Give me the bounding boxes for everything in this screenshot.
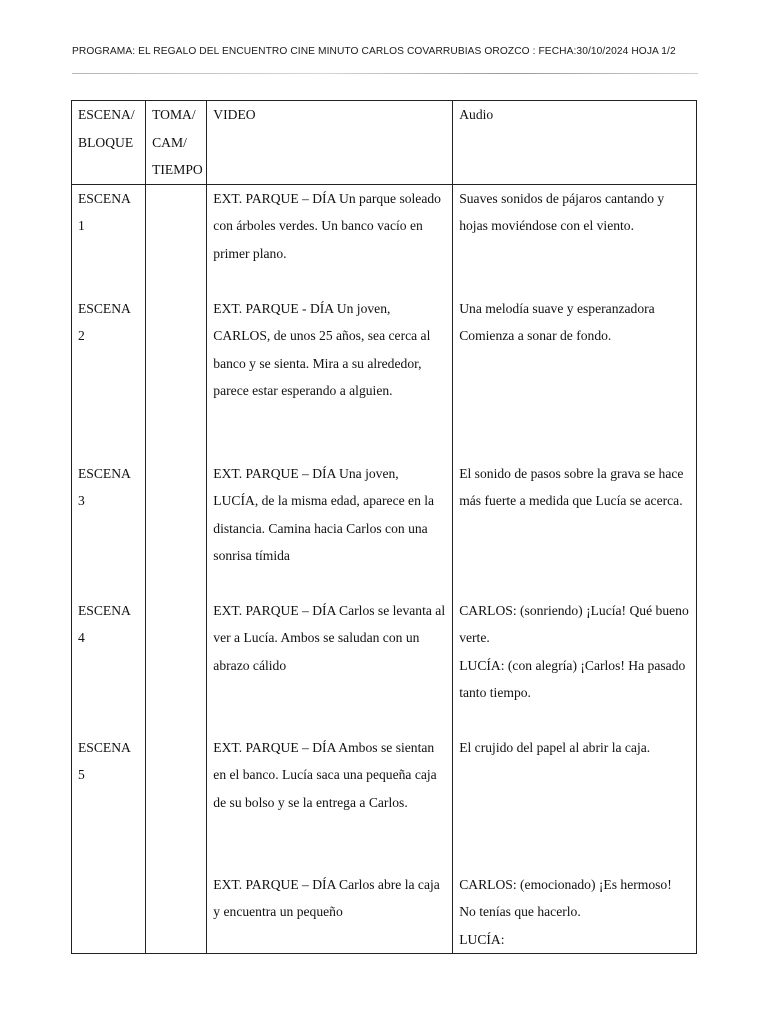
- audio-text: LUCÍA:: [459, 931, 505, 947]
- table-header-row: [72, 101, 697, 185]
- shot-column: [146, 184, 207, 954]
- column-header-audio: Audio: [453, 101, 697, 185]
- video-text: EXT. PARQUE – DÍA Una joven, LUCÍA, de la misma edad, aparece en la distancia. Camina hacia Carlos con una sonrisa tímida: [213, 465, 435, 563]
- scene-label: ESCENA 2: [78, 300, 131, 343]
- audio-text: El sonido de pasos sobre la grava se hace más fuerte a medida que Lucía se acerca.: [459, 465, 684, 508]
- table-row: [72, 184, 697, 954]
- scene-label: ESCENA 3: [78, 465, 131, 508]
- scene-column: [72, 184, 146, 954]
- scene-label: ESCENA 4: [78, 602, 131, 645]
- video-text: EXT. PARQUE – DÍA Un parque soleado con árboles verdes. Un banco vacío en primer plano.: [213, 190, 441, 261]
- page-header: PROGRAMA: EL REGALO DEL ENCUENTRO CINE MINUTO CARLOS COVARRUBIAS OROZCO : FECHA:30/10/2024 HOJA 1/2: [72, 46, 676, 57]
- scene-label: ESCENA 5: [78, 739, 131, 782]
- column-header-scene: ESCENA/ BLOQUE: [72, 101, 146, 185]
- audio-text: El crujido del papel al abrir la caja.: [459, 739, 651, 755]
- video-column: [207, 184, 453, 954]
- audio-column: [453, 184, 697, 954]
- column-header-video: VIDEO: [207, 101, 453, 185]
- video-text: EXT. PARQUE – DÍA Carlos abre la caja y encuentra un pequeño: [213, 876, 440, 919]
- audio-text: CARLOS: (emocionado) ¡Es hermoso! No tenías que hacerlo.: [459, 876, 672, 919]
- column-header-shot: TOMA/ CAM/ TIEMPO: [146, 101, 207, 185]
- script-table: [71, 100, 697, 954]
- audio-text: Una melodía suave y esperanzadora Comienza a sonar de fondo.: [459, 300, 655, 343]
- video-text: EXT. PARQUE - DÍA Un joven, CARLOS, de unos 25 años, sea cerca al banco y se sienta. Mira a su alrededor, parece estar esperando a alguien.: [213, 300, 431, 398]
- header-rule: [72, 73, 698, 74]
- audio-text: Suaves sonidos de pájaros cantando y hojas moviéndose con el viento.: [459, 190, 665, 233]
- video-text: EXT. PARQUE – DÍA Carlos se levanta al ver a Lucía. Ambos se saludan con un abrazo cálido: [213, 602, 446, 673]
- video-text: EXT. PARQUE – DÍA Ambos se sientan en el banco. Lucía saca una pequeña caja de su bolso y se la entrega a Carlos.: [213, 739, 437, 810]
- audio-text: CARLOS: (sonriendo) ¡Lucía! Qué bueno verte.: [459, 602, 689, 645]
- scene-label: ESCENA 1: [78, 190, 131, 233]
- audio-text: LUCÍA: (con alegría) ¡Carlos! Ha pasado tanto tiempo.: [459, 657, 686, 700]
